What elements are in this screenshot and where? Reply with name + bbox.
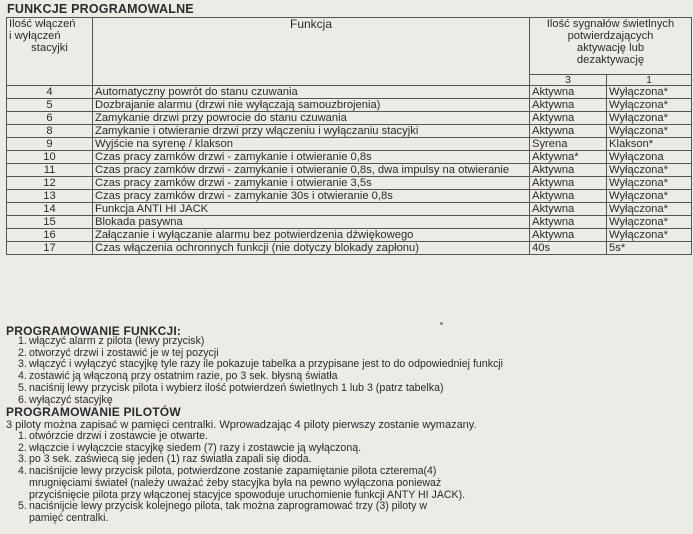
row-number: 15 (7, 216, 93, 229)
table-row (7, 112, 692, 125)
table-row (7, 177, 692, 190)
row-value-3: Aktywna* (530, 151, 607, 164)
table-row (7, 190, 692, 203)
row-number: 17 (7, 242, 93, 255)
scan-speck (440, 322, 443, 325)
row-number: 12 (7, 177, 93, 190)
row-function: Zamykanie i otwieranie drzwi przy włączeniu i wyłączaniu stacyjki (93, 125, 530, 138)
header-function: Funkcja (93, 18, 530, 86)
row-function: Wyjście na syrenę / klakson (93, 138, 530, 151)
programming-remotes-steps (6, 431, 465, 525)
header-signals-line4: dezaktywację (576, 54, 645, 66)
row-function: Blokada pasywna (93, 216, 530, 229)
header-signals-line2: potwierdzających (567, 30, 654, 42)
step-text: zostawić ją włączoną przy ostatnim razie, po 3 sek. błysną światła (29, 370, 338, 383)
row-value-1: Klakson* (607, 138, 692, 151)
row-function: Funkcja ANTI HI JACK (93, 203, 530, 216)
step-number: 1. (18, 335, 27, 347)
row-number: 13 (7, 190, 93, 203)
programming-functions-title: PROGRAMOWANIE FUNKCJI: (6, 324, 182, 338)
step-number: 1. (18, 430, 27, 442)
step-text: włączyć i wyłączyć stacyjkę tyle razy ile pokazuje tabelka a przypisane jest to do odpowiedniej funkcji (29, 358, 503, 371)
step-text: włączcie i wyłączcie stacyjkę siedem (7) razy i zostawcie ją wyłączoną. (29, 441, 362, 454)
step-number: 6. (18, 393, 27, 406)
step-number: 5. (18, 500, 27, 513)
programming-remotes-title: PROGRAMOWANIE PILOTÓW (6, 405, 181, 419)
row-number: 16 (7, 229, 93, 242)
row-value-1: 5s* (607, 242, 692, 255)
row-value-1: Wyłączona* (607, 190, 692, 203)
step-text: otworzyć drzwi i zostawić je w tej pozycji (29, 346, 219, 359)
row-value-1: Wyłączona* (607, 99, 692, 112)
row-number: 4 (7, 86, 93, 99)
row-function: Załączanie i wyłączanie alarmu bez potwierdzenia dźwiękowego (93, 229, 530, 242)
row-function: Czas włączenia ochronnych funkcji (nie dotyczy blokady zapłonu) (93, 242, 530, 255)
step-text: naciśnijcie lewy przycisk kolejnego pilota, tak można zaprogramować trzy (3) piloty w (29, 500, 428, 513)
subheader-1: 1 (607, 75, 692, 86)
table-row (7, 86, 692, 99)
row-function: Zamykanie drzwi przy powrocie do stanu czuwania (93, 112, 530, 125)
row-value-3: Aktywna (530, 190, 607, 203)
step-number: 5. (18, 381, 27, 394)
programming-remotes-intro: 3 piloty można zapisać w pamięci centralki. Wprowadzając 4 piloty pierwszy zostanie wymazany. (6, 419, 477, 431)
step-number: 3. (18, 358, 27, 371)
header-count (7, 18, 93, 86)
row-value-3: Aktywna (530, 177, 607, 190)
row-value-1: Wyłączona (607, 151, 692, 164)
step-text: pamięć centralki. (29, 511, 109, 524)
row-value-3: Aktywna (530, 86, 607, 99)
table-row (7, 242, 692, 255)
row-number: 6 (7, 112, 93, 125)
step-text: wyłączyć stacyjkę (29, 393, 113, 406)
row-value-3: Aktywna (530, 112, 607, 125)
header-count-line2: i wyłączeń (9, 30, 61, 42)
row-function: Czas pracy zamków drzwi - zamykanie i otwieranie 0,8s (93, 151, 530, 164)
row-value-3: Aktywna (530, 216, 607, 229)
table-row (7, 203, 692, 216)
header-signals-line1: Ilość sygnałów świetlnych (546, 18, 675, 30)
header-signals-line3: aktywację lub (576, 42, 645, 54)
programming-functions-steps (6, 336, 503, 406)
row-value-3: Syrena (530, 138, 607, 151)
row-function: Dozbrajanie alarmu (drzwi nie wyłączają samouzbrojenia) (93, 99, 530, 112)
table-row (7, 125, 692, 138)
table-row (7, 99, 692, 112)
subheader-3: 3 (530, 75, 607, 86)
row-value-3: Aktywna (530, 164, 607, 177)
row-function: Automatyczny powrót do stanu czuwania (93, 86, 530, 99)
header-count-line1: Ilość włączeń (9, 18, 76, 30)
step-text: naciśnijcie lewy przycisk pilota, potwierdzone zostanie zapamiętanie pilota czterema(4) (29, 465, 437, 478)
step-text: włączyć alarm z pilota (lewy przycisk) (29, 335, 205, 347)
row-value-3: Aktywna (530, 203, 607, 216)
list-item (6, 513, 465, 525)
row-value-1: Wyłączona* (607, 229, 692, 242)
row-number: 5 (7, 99, 93, 112)
row-value-1: Wyłączona* (607, 203, 692, 216)
row-value-3: Aktywna (530, 99, 607, 112)
step-text: otwórzcie drzwi i zostawcie je otwarte. (29, 430, 208, 442)
table-row (7, 151, 692, 164)
table-row (7, 216, 692, 229)
header-count-line3: stacyjki (31, 42, 68, 54)
table-row (7, 229, 692, 242)
row-value-1: Wyłączona* (607, 164, 692, 177)
step-text: mrugnięciami świateł (należy uważać żeby stacyjka była na pewno wyłączona ponieważ (29, 476, 442, 489)
row-value-1: Wyłączona* (607, 112, 692, 125)
row-function: Czas pracy zamków drzwi - zamykanie 30s i otwieranie 0,8s (93, 190, 530, 203)
row-value-3: Aktywna (530, 229, 607, 242)
table-row (7, 138, 692, 151)
row-number: 9 (7, 138, 93, 151)
row-value-3: Aktywna (530, 125, 607, 138)
row-function: Czas pracy zamków drzwi - zamykanie i otwieranie 3,5s (93, 177, 530, 190)
row-value-1: Wyłączona* (607, 86, 692, 99)
page-title: FUNKCJE PROGRAMOWALNE (7, 2, 194, 16)
row-number: 10 (7, 151, 93, 164)
step-number: 3. (18, 453, 27, 466)
step-number: 2. (18, 346, 27, 359)
step-number: 4. (18, 370, 27, 383)
row-function: Czas pracy zamków drzwi - zamykanie i otwieranie 0,8s, dwa impulsy na otwieranie (93, 164, 530, 177)
step-text: po 3 sek. zaświecą się jeden (1) raz światła zapali się dioda. (29, 453, 312, 466)
functions-table (6, 17, 692, 255)
row-number: 8 (7, 125, 93, 138)
row-value-3: 40s (530, 242, 607, 255)
step-number: 4. (18, 465, 27, 478)
row-number: 14 (7, 203, 93, 216)
row-number: 11 (7, 164, 93, 177)
table-row (7, 164, 692, 177)
row-value-1: Wyłączona* (607, 125, 692, 138)
step-text: naciśnij lewy przycisk pilota i wybierz ilość potwierdzeń świetlnych 1 lub 3 (patrz tabelka) (29, 381, 444, 394)
step-text: przyciśnięcie pilota przy włączonej stacyjce spowoduje uruchomienie funkcji ANTY HI JACK). (29, 488, 466, 501)
header-signals (530, 18, 692, 75)
step-number: 2. (18, 441, 27, 454)
row-value-1: Wyłączona* (607, 177, 692, 190)
row-value-1: Wyłączona* (607, 216, 692, 229)
